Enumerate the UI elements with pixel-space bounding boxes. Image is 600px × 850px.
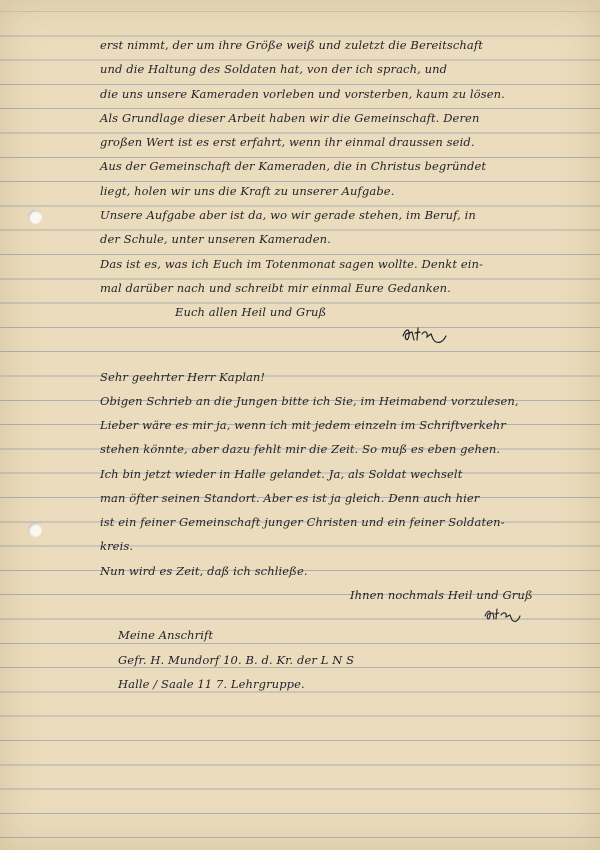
salutation: Sehr geehrter Herr Kaplan! [100, 370, 266, 384]
handwritten-line: liegt, holen wir uns die Kraft zu unserer Aufgabe. [100, 184, 395, 198]
signature [400, 322, 450, 348]
handwritten-line: Obigen Schrieb an die Jungen bitte ich Sie, im Heimabend vorzulesen, [100, 394, 519, 408]
handwritten-line: Ich bin jetzt wieder in Halle gelandet. Ja, als Soldat wechselt [100, 467, 463, 481]
address-line: Gefr. H. Mundorf 10. B. d. Kr. der L N S [118, 653, 355, 667]
handwritten-line: kreis. [100, 539, 134, 553]
handwritten-line: Als Grundlage dieser Arbeit haben wir die Gemeinschaft. Deren [100, 111, 480, 125]
signature [482, 604, 522, 626]
handwritten-line: und die Haltung des Soldaten hat, von der ich sprach, und [100, 62, 448, 76]
handwritten-line: die uns unsere Kameraden vorleben und vorsterben, kaum zu lösen. [100, 87, 505, 101]
handwritten-line: Unsere Aufgabe aber ist da, wo wir gerade stehen, im Beruf, in [100, 208, 476, 222]
handwritten-line: man öfter seinen Standort. Aber es ist ja gleich. Denn auch hier [100, 491, 480, 505]
closing-greeting: Euch allen Heil und Gruß [175, 305, 327, 319]
address-line: Halle / Saale 11 7. Lehrgruppe. [118, 677, 305, 691]
address-heading: Meine Anschrift [118, 628, 214, 642]
handwritten-line: Das ist es, was ich Euch im Totenmonat sagen wollte. Denkt ein- [100, 257, 483, 271]
handwritten-line: großen Wert ist es erst erfahrt, wenn ihr einmal draussen seid. [100, 135, 475, 149]
closing-greeting: Ihnen nochmals Heil und Gruß [350, 588, 533, 602]
handwritten-line: der Schule, unter unseren Kameraden. [100, 232, 331, 246]
punch-hole [28, 210, 42, 224]
handwritten-line: Lieber wäre es mir ja, wenn ich mit jedem einzeln im Schriftverkehr [100, 418, 506, 432]
handwritten-line: Aus der Gemeinschaft der Kameraden, die in Christus begründet [100, 159, 487, 173]
punch-hole [28, 523, 42, 537]
handwritten-line: stehen könnte, aber dazu fehlt mir die Zeit. So muß es eben gehen. [100, 442, 501, 456]
handwritten-line: Nun wird es Zeit, daß ich schließe. [100, 564, 308, 578]
handwritten-line: mal darüber nach und schreibt mir einmal Eure Gedanken. [100, 281, 451, 295]
handwritten-line: ist ein feiner Gemeinschaft junger Christen und ein feiner Soldaten- [100, 515, 505, 529]
handwritten-line: erst nimmt, der um ihre Größe weiß und zuletzt die Bereitschaft [100, 38, 483, 52]
